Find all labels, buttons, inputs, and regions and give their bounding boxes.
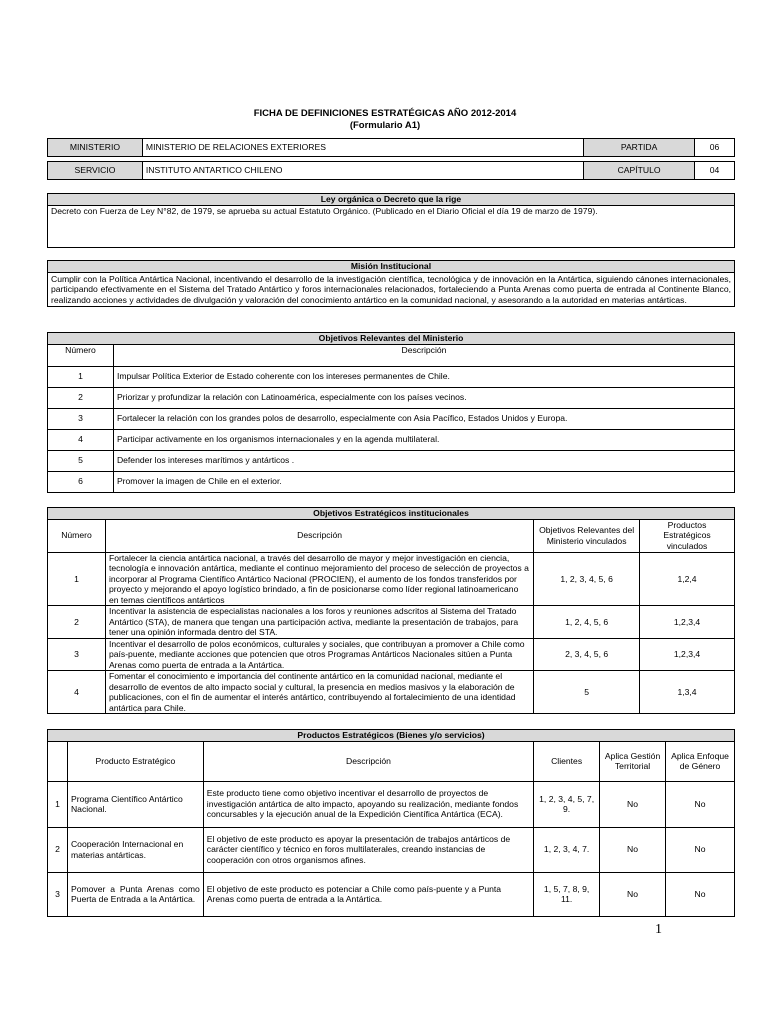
row-description: Fortalecer la relación con los grandes polos de desarrollo, especialmente con Asia Pacífico, Estados Unidos y Europa. — [113, 408, 734, 429]
row-clientes: 1, 5, 7, 8, 9, 11. — [534, 872, 600, 916]
objetivos-estrategicos-table — [47, 507, 735, 714]
col-descripcion: Descripción — [203, 741, 533, 781]
row-description: Promover la imagen de Chile en el exterior. — [113, 471, 734, 492]
row-genero: No — [666, 781, 735, 827]
capitulo-label: CAPÍTULO — [584, 162, 695, 180]
ley-section — [47, 193, 735, 248]
ley-text: Decreto con Fuerza de Ley N°82, de 1979, se aprueba su actual Estatuto Orgánico. (Publicado en el Diario Oficial el día 19 de marzo de 1979). — [48, 205, 735, 247]
servicio-value: INSTITUTO ANTARTICO CHILENO — [142, 162, 583, 180]
partida-value: 06 — [695, 139, 735, 157]
table-row — [48, 366, 735, 387]
productos-table — [47, 729, 735, 917]
objetivos-ministerio-table — [47, 332, 735, 493]
col-gestion-territorial: Aplica Gestión Territorial — [600, 741, 666, 781]
row-description: Impulsar Política Exterior de Estado coherente con los intereses permanentes de Chile. — [113, 366, 734, 387]
row-objetivos: 2, 3, 4, 5, 6 — [534, 638, 640, 671]
ministerio-label: MINISTERIO — [48, 139, 143, 157]
row-number: 2 — [48, 387, 114, 408]
row-gestion: No — [600, 781, 666, 827]
row-description: El objetivo de este producto es apoyar la presentación de trabajos antárticos de carácter científico y técnico en foros multilaterales, creando instancias de cooperación con otros organismos afines. — [203, 827, 533, 872]
row-producto: Cooperación Internacional en materias antárticas. — [67, 827, 203, 872]
page-title: FICHA DE DEFINICIONES ESTRATÉGICAS AÑO 2012-2014 — [253, 108, 517, 119]
capitulo-value: 04 — [695, 162, 735, 180]
row-description: Incentivar el desarrollo de polos económicos, culturales y sociales, que contribuyan a promover a Chile como país-puente, mediante acciones que potencien que otros Programas Antárticos Nacionales sitúen a Punta Arenas como puerta de entrada a la Antártica. — [105, 638, 533, 671]
productos-heading: Productos Estratégicos (Bienes y/o servicios) — [48, 730, 735, 742]
row-number: 4 — [48, 671, 106, 714]
row-productos: 1,2,3,4 — [640, 638, 735, 671]
table-row — [48, 387, 735, 408]
table-row — [48, 450, 735, 471]
row-number: 1 — [48, 552, 106, 606]
page-subtitle: (Formulario A1) — [349, 120, 421, 131]
partida-label: PARTIDA — [584, 139, 695, 157]
col-productos-vinculados: Productos Estratégicos vinculados — [640, 519, 735, 552]
row-productos: 1,2,3,4 — [640, 606, 735, 639]
col-objetivos-vinculados: Objetivos Relevantes del Ministerio vinculados — [534, 519, 640, 552]
row-productos: 1,2,4 — [640, 552, 735, 606]
row-description: Participar activamente en los organismos internacionales y en la agenda multilateral. — [113, 429, 734, 450]
row-number: 3 — [48, 638, 106, 671]
row-gestion: No — [600, 872, 666, 916]
row-description: Fomentar el conocimiento e importancia del continente antártico en la comunidad nacional, mediante el desarrollo de eventos de alto impacto social y cultural, la presencia en medios masivos y la elaboración de publicaciones, con el fin de aumentar el interés antártico, contribuyendo al fortalecimiento de una identidad antártica para Chile. — [105, 671, 533, 714]
row-productos: 1,3,4 — [640, 671, 735, 714]
ley-heading: Ley orgánica o Decreto que la rige — [48, 194, 735, 206]
table-row — [48, 606, 735, 639]
table-row — [48, 429, 735, 450]
table-row — [48, 872, 735, 916]
row-producto: Programa Científico Antártico Nacional. — [67, 781, 203, 827]
objetivos-ministerio-heading: Objetivos Relevantes del Ministerio — [48, 333, 735, 345]
page-number: 1 — [655, 922, 662, 937]
table-row — [48, 638, 735, 671]
table-row — [48, 408, 735, 429]
table-row — [48, 781, 735, 827]
row-description: Incentivar la asistencia de especialistas nacionales a los foros y reuniones adscritos al Sistema del Tratado Antártico (STA), de manera que tengan una participación activa, mediante la presentación de trabajos, para tener una opinión informada dentro del STA. — [105, 606, 533, 639]
row-number: 3 — [48, 408, 114, 429]
servicio-label: SERVICIO — [48, 162, 143, 180]
row-gestion: No — [600, 827, 666, 872]
row-description: Fortalecer la ciencia antártica nacional, a través del desarrollo de mayor y mejor investigación en ciencia, tecnología e innovación antártica, mediante el continuo mejoramiento del proceso de selección de proyectos a incorporar al Programa Científico Antártico Nacional (PROCIEN), el aumento de los fondos transferidos por proyecto y mejorando el apoyo logístico brindado, a fin de posicionarse como líder regional latinoamericano en temas científicos antárticos — [105, 552, 533, 606]
col-descripcion: Descripción — [105, 519, 533, 552]
table-row — [48, 552, 735, 606]
row-clientes: 1, 2, 3, 4, 7. — [534, 827, 600, 872]
row-objetivos: 1, 2, 4, 5, 6 — [534, 606, 640, 639]
col-clientes: Clientes — [534, 741, 600, 781]
row-description: El objetivo de este producto es potenciar a Chile como país-puente y a Punta Arenas como puerta de entrada a la Antártica. — [203, 872, 533, 916]
row-objetivos: 5 — [534, 671, 640, 714]
row-objetivos: 1, 2, 3, 4, 5, 6 — [534, 552, 640, 606]
col-numero: Número — [48, 344, 114, 366]
col-descripcion: Descripción — [113, 344, 734, 366]
row-number: 1 — [48, 781, 68, 827]
row-number: 5 — [48, 450, 114, 471]
info-table — [47, 138, 735, 180]
col-numero: Número — [48, 519, 106, 552]
mision-heading: Misión Institucional — [48, 261, 735, 273]
col-producto: Producto Estratégico — [67, 741, 203, 781]
col-enfoque-genero: Aplica Enfoque de Género — [666, 741, 735, 781]
row-number: 4 — [48, 429, 114, 450]
table-row — [48, 471, 735, 492]
ministerio-value: MINISTERIO DE RELACIONES EXTERIORES — [142, 139, 583, 157]
row-description: Priorizar y profundizar la relación con Latinoamérica, especialmente con los países vecinos. — [113, 387, 734, 408]
row-number: 2 — [48, 827, 68, 872]
row-genero: No — [666, 827, 735, 872]
mision-text: Cumplir con la Política Antártica Nacional, incentivando el desarrollo de la investigación científica, tecnológica y de innovación en la Antártica, siguiendo cánones internacionales, participando efectivamente en el Sistema del Tratado Antártico y foros internacionales relacionados, fortaleciendo a Punta Arenas como puerta de entrada al Continente Blanco, realizando acciones y actividades de divulgación y valoración del conocimiento antártico en la comunidad nacional, y asesorando a la autoridad en materias antárticas. — [48, 272, 735, 307]
row-number: 2 — [48, 606, 106, 639]
mision-section — [47, 260, 735, 307]
objetivos-estrategicos-heading: Objetivos Estratégicos institucionales — [48, 508, 735, 520]
row-description: Este producto tiene como objetivo incentivar el desarrollo de proyectos de investigación antártica de alto impacto, apoyando su realización, mediante fondos concursables y la ejecución anual de la Expedición Científica Antártica (ECA). — [203, 781, 533, 827]
row-producto: Pomover a Punta Arenas como Puerta de Entrada a la Antártica. — [67, 872, 203, 916]
row-description: Defender los intereses marítimos y antárticos . — [113, 450, 734, 471]
table-row — [48, 671, 735, 714]
row-number: 6 — [48, 471, 114, 492]
col-num-blank — [48, 741, 68, 781]
row-number: 1 — [48, 366, 114, 387]
row-genero: No — [666, 872, 735, 916]
table-row — [48, 827, 735, 872]
row-number: 3 — [48, 872, 68, 916]
row-clientes: 1, 2, 3, 4, 5, 7, 9. — [534, 781, 600, 827]
